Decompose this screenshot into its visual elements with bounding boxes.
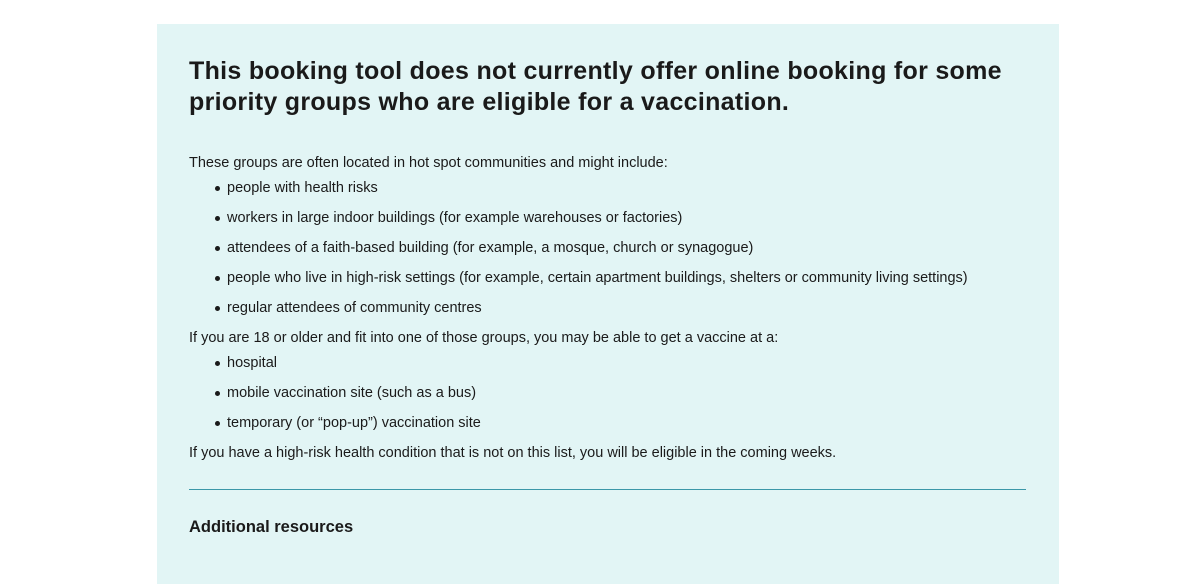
eligibility-text: If you are 18 or older and fit into one of those groups, you may be able to get a vaccine at a:: [189, 330, 779, 346]
vaccine-locations-list: [189, 353, 1027, 433]
list-item: people with health risks: [227, 178, 1027, 198]
groups-intro: These groups are often located in hot spot communities and might include:: [189, 155, 668, 171]
list-item: temporary (or “pop-up”) vaccination site: [227, 413, 1027, 433]
priority-groups-list: [189, 178, 1027, 318]
list-item: hospital: [227, 353, 1027, 373]
notice-heading: This booking tool does not currently offer online booking for some priority groups who are eligible for a vaccination.: [189, 57, 1002, 116]
condition-text: If you have a high-risk health condition that is not on this list, you will be eligible in the coming weeks.: [189, 445, 837, 461]
priority-groups-notice: [157, 24, 1059, 584]
additional-resources-heading: Additional resources: [189, 518, 354, 536]
list-item: mobile vaccination site (such as a bus): [227, 383, 1027, 403]
list-item: regular attendees of community centres: [227, 298, 1027, 318]
list-item: attendees of a faith-based building (for example, a mosque, church or synagogue): [227, 238, 1027, 258]
section-divider: [189, 489, 1026, 490]
list-item: people who live in high-risk settings (for example, certain apartment buildings, shelters or community living settings): [227, 268, 1027, 288]
list-item: workers in large indoor buildings (for example warehouses or factories): [227, 208, 1027, 228]
